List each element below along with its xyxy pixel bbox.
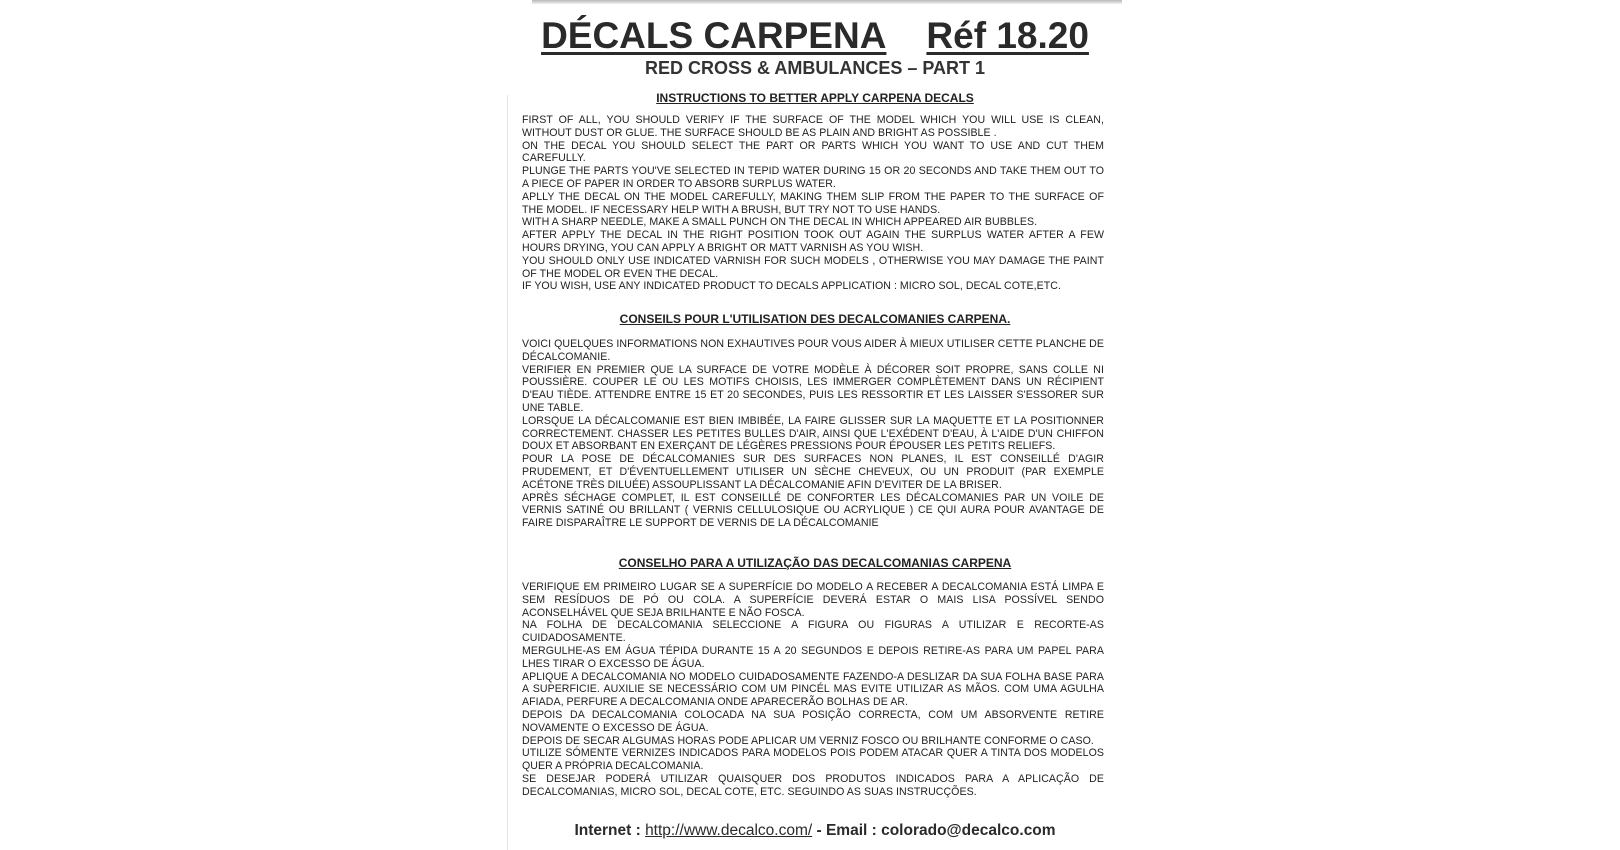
paragraph: VOICI QUELQUES INFORMATIONS NON EXHAUTIVES POUR VOUS AIDER À MIEUX UTILISER CETTE PLANCHE DE DÉCALCOMANIE. — [522, 338, 1104, 363]
section-heading-portuguese: CONSELHO PARA A UTILIZAÇÃO DAS DECALCOMANIAS CARPENA — [618, 556, 1012, 570]
title-ref: Réf 18.20 — [926, 15, 1089, 56]
email-address: colorado@decalco.com — [881, 822, 1056, 839]
paragraph: IF YOU WISH, USE ANY INDICATED PRODUCT TO DECALS APPLICATION : MICRO SOL, DECAL COTE,ETC. — [522, 280, 1061, 293]
scan-left-edge — [507, 95, 508, 850]
paragraph: DEPOIS DA DECALCOMANIA COLOCADA NA SUA POSIÇÃO CORRECTA, COM UM ABSORVENTE RETIRE NOVAMENTE O EXCESSO DE ÁGUA. — [522, 708, 1104, 734]
paragraph: LORSQUE LA DÉCALCOMANIE EST BIEN IMBIBÉE, LA FAIRE GLISSER SUR LA MAQUETTE ET LA POSITIONNER CORRECTEMENT. CHASSER LES PETITES BULLES D'AIR, AINSI QUE L'EXÉDENT D'EAU, À L'AIDE D'UN CHIFFON DOUX ET ABSORBANT EN EXERÇANT DE LÉGÈRES PRESSIONS POUR ÉPOUSER LES PETITS RELIEFS. — [522, 414, 1104, 453]
paragraph: VERIFIER EN PREMIER QUE LA SURFACE DE VOTRE MODÈLE À DÉCORER SOIT PROPRE, SANS COLLE NI POUSSIÈRE. COUPER LE OU LES MOTIFS CHOISIS, LES IMMERGER COMPLÈTEMENT DANS UN RÉCIPIENT D'EAU TIÈDE. ATTENDRE ENTRE 15 ET 20 SECONDES, PUIS LES RESSORTIR ET LES LAISSER S'ESSORER SUR UNE TABLE. — [522, 363, 1104, 414]
section-body-portuguese — [522, 581, 1104, 799]
paragraph: APLLY THE DECAL ON THE MODEL CAREFULLY, MAKING THEM SLIP FROM THE PAPER TO THE SURFACE OF THE MODEL. IF NECESSARY HELP WITH A BRUSH, BUT TRY NOT TO USE HANDS. — [522, 190, 1104, 216]
paragraph: FIRST OF ALL, YOU SHOULD VERIFY IF THE SURFACE OF THE MODEL WHICH YOU WILL USE IS CLEAN, WITHOUT DUST OR GLUE. THE SURFACE SHOULD BE AS PLAIN AND BRIGHT AS POSSIBLE . — [522, 114, 1104, 139]
website-link[interactable]: http://www.decalco.com/ — [645, 822, 813, 839]
paragraph: YOU SHOULD ONLY USE INDICATED VARNISH FOR SUCH MODELS , OTHERWISE YOU MAY DAMAGE THE PAINT OF THE MODEL OR EVEN THE DECAL. — [522, 254, 1104, 280]
paragraph: VERIFIQUE EM PRIMEIRO LUGAR SE A SUPERFÍCIE DO MODELO A RECEBER A DECALCOMANIA ESTÁ LIMPA E SEM RESÍDUOS DE PÓ OU COLA. A SUPERFÍCIE DEVERÁ ESTAR O MAIS LISA POSSÍVEL SENDO ACONSELHÁVEL QUE SEJA BRILHANTE E NÃO FOSCA. — [522, 581, 1104, 619]
internet-label: Internet : — [574, 822, 646, 839]
paragraph: SE DESEJAR PODERÁ UTILIZAR QUAISQUER DOS PRODUTOS INDICADOS PARA A APLICAÇÃO DE DECALCOMANIAS, MICRO SOL, DECAL COTE, ETC. SEGUINDO AS SUAS INSTRUCÇÕES. — [522, 772, 1104, 798]
paragraph: MERGULHE-AS EM ÁGUA TÉPIDA DURANTE 15 A 20 SEGUNDOS E DEPOIS RETIRE-AS PARA UM PAPEL PARA LHES TIRAR O EXCESSO DE ÁGUA. — [522, 644, 1104, 670]
section-heading-french: CONSEILS POUR L'UTILISATION DES DECALCOMANIES CARPENA. — [619, 312, 1011, 326]
title-main: DÉCALS CARPENA — [541, 15, 887, 56]
paragraph: ON THE DECAL YOU SHOULD SELECT THE PART OR PARTS WHICH YOU WANT TO USE AND CUT THEM CAREFULLY. — [522, 139, 1104, 165]
section-body-french — [522, 338, 1104, 530]
footer-contact — [520, 822, 1110, 840]
paragraph: APLIQUE A DECALCOMANIA NO MODELO CUIDADOSAMENTE FAZENDO-A DESLIZAR DA SUA FOLHA BASE PARA A SUPERFICIE. AUXILIE SE NECESSÁRIO COM UM PINCÉL MAS EVITE UTILIZAR AS MÃOS. COM UMA AGULHA AFIADA, PERFURE A DECALCOMANIA ONDE APARECERÃO BOLHAS DE AR. — [522, 670, 1104, 709]
email-label: - Email : — [812, 822, 882, 839]
paragraph: WITH A SHARP NEEDLE, MAKE A SMALL PUNCH ON THE DECAL IN WHICH APPEARED AIR BUBBLES. — [522, 216, 1038, 229]
paragraph: POUR LA POSE DE DÉCALCOMANIES SUR DES SURFACES NON PLANES, IL EST CONSEILLÉ D'AGIR PRUDEMENT, ET D'ÉVENTUELLEMENT UTILISER UN SÈCHE CHEVEUX, OU UN PRODUIT (PAR EXEMPLE ACÉTONE TRÈS DILUÉE) ASSOUPLISSANT LA DÉCALCOMANIE AFIN D'EVITER DE LA BRISER. — [522, 453, 1104, 491]
document-page — [520, 0, 1110, 850]
paragraph: UTILIZE SÓMENTE VERNIZES INDICADOS PARA MODELOS POIS PODEM ATACAR QUER A TINTA DOS MODELOS QUER A PRÓPRIA DECALCOMANIA. — [522, 747, 1104, 773]
page-subtitle: RED CROSS & AMBULANCES – PART 1 — [644, 58, 986, 78]
section-body-english — [522, 114, 1104, 293]
section-heading-english: INSTRUCTIONS TO BETTER APPLY CARPENA DECALS — [656, 91, 974, 105]
paragraph: APRÈS SÉCHAGE COMPLET, IL EST CONSEILLÉ DE CONFORTER LES DÉCALCOMANIES PAR UN VOILE DE VERNIS SATINÉ OU BRILLANT ( VERNIS CELLULOSIQUE OU ACRYLIQUE ) CE QUI AURA POUR AVANTAGE DE FAIRE DISPARAÎTRE LE SUPPORT DE VERNIS DE LA DÉCALCOMANIE — [522, 491, 1104, 530]
paragraph: DEPOIS DE SECAR ALGUMAS HORAS PODE APLICAR UM VERNIZ FOSCO OU BRILHANTE CONFORME O CASO. — [522, 734, 1094, 747]
page-title — [520, 14, 1110, 58]
paragraph: NA FOLHA DE DECALCOMANIA SELECCIONE A FIGURA OU FIGURAS A UTILIZAR E RECORTE-AS CUIDADOSAMENTE. — [522, 619, 1104, 645]
paragraph: AFTER APPLY THE DECAL IN THE RIGHT POSITION TOOK OUT AGAIN THE SURPLUS WATER AFTER A FEW HOURS DRYING, YOU CAN APPLY A BRIGHT OR MATT VARNISH AS YOU WISH. — [522, 229, 1104, 254]
paragraph: PLUNGE THE PARTS YOU'VE SELECTED IN TEPID WATER DURING 15 OR 20 SECONDS AND TAKE THEM OUT TO A PIECE OF PAPER IN ORDER TO ABSORB SURPLUS WATER. — [522, 165, 1104, 190]
